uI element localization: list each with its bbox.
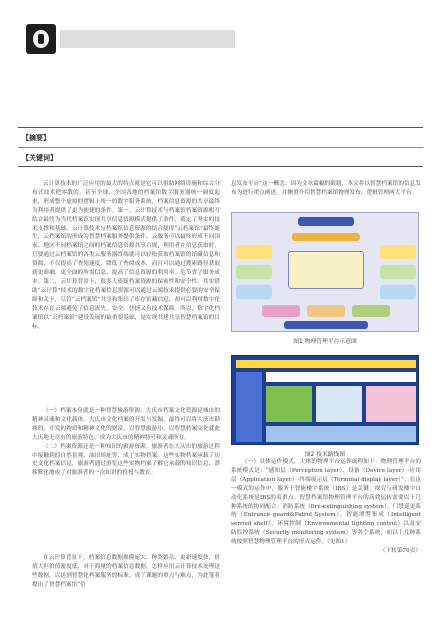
figure-2-caption: 图2 技术路线图 [304, 452, 346, 458]
abstract-label: 【摘要】 [22, 134, 50, 142]
fig1-node [380, 245, 416, 259]
fig1-node [352, 305, 390, 317]
right-para-1: 息发布平台”这一概念。因为文章篇幅的限制，本文将以智慧档案馆的信息发布为进行重点阐述，并侧重介绍智慧档案馆物理发布、逻辑管理两大平台。 [231, 181, 421, 196]
keywords-label: 【关键词】 [22, 154, 57, 162]
right-para-2: （一）具体运作模式。大体的物理平台运作流程如下：物理管理平台的系统模式是：“感知层（Perception layer）、设备（Device layer）-应用层（Application layer）-终端展示层（Terminal display layer）”。在这一模式的运作中，服务于智能楼宇系统（IBS）是关键。探究与研发楼宇自动化系统是IBS的着重点。智慧档案馆物理管理平台的高效运转需要以下几种系统的协同配合：消防系统（fire-extinguishing system）、门禁巡更系统（Entrance guard&Patrol System）、智能泄警集成（Intelligent serried shelf）、环境控制（Environmental lighting control）以及安防监控系统（Security monitoring system）等各个系统，而以上几种系统按照智慧物理管理平台的形式运作。（见图1） [231, 459, 421, 546]
fig1-node [236, 285, 272, 299]
fig1-node [262, 305, 300, 317]
abstract-divider [18, 147, 423, 148]
abstract-box [18, 127, 423, 167]
fig2-block [366, 386, 416, 422]
figure-2-technical-route [231, 355, 419, 445]
left-para-3: （二）档案资源还是一种知识的旅游资源。旅游者在大庆市的旅游过程中接触到的自然景观、油田场址等，成了实物档案。这些实物档案承载了历史文化档案信息，旅游者通过游览这些实物档案了解它承载的知识信息，潜移默化地成了对旅游者的一次知识的投授与教育。 [32, 443, 220, 477]
fig2-banner [236, 360, 416, 368]
header-bar [60, 30, 235, 48]
left-column-mid [32, 407, 220, 478]
figure-1-physical-platform [231, 212, 419, 332]
right-intro [231, 180, 421, 198]
fig1-top-node [298, 217, 354, 226]
fig2-block [316, 386, 362, 422]
left-column-bottom [32, 554, 220, 590]
left-para-2: （一）档案本身就是一种智慧旅游资源。大庆市档案文化资源是城市的精神灵魂和文化载体。大庆市文化档案的开发与发掘，最终可以将大庆市勘探的、开发的物质和精神文化的财富，以智慧旅游中，以智慧档案文化就此大庆地无尽有的旅游特色，成为大庆市的精神特号和灵魂所在。 [32, 408, 220, 441]
fig2-bottom-row [266, 426, 416, 442]
fig1-bottom-node [284, 321, 368, 329]
continued-note: （下转第70页） [379, 548, 421, 555]
fig2-side-block [236, 372, 262, 442]
left-para-4: 在云计算背景下，档案信息数据规模庞大、种类繁杂、更新速度快，价值大但价值密度低，对于海量的档案信息数据，怎样应用云计算技术处理这些数据，以达到智慧化档案服务的标准，成了课题的重点与难点，为此笔者提出了智慧档案馆“信 [32, 555, 220, 588]
left-para-1: 云计算技术的广泛应用的最大的特点就是它可以借助网络设施和综合分布式技术把零散的、甚至全球、全国各地的档案馆数字服务器统一调度起来，形成整个虚拟的逻辑上统一的数字服务系统，档案信息资源的共享最终为利用者提供了更为便捷的条件。第一，云计算技术与档案馆档案资源相互结合最终为当代档案馆实现共享信息资源模式提供了条件，奠定了坚实的技术支撑和基础。云计算技术与档案馆信息资源的结合使得“云档案馆”最终诞生，云档案馆的形成为智慧档案服务提供条件，云服务可以最终形成不同国家、地区不同档案馆之间的档案信息资源共享合规，利用者在信息获取时，只要通过云档案馆的各类云服务器终端就可以轻松获取档案馆的馆藏信息和资源，不仅提高了查阅速度，降低了查阅成本，而且可以通过搜索路径获取到更准确、更全面的所需信息，提高了信息资源的利用率。危节省了服务成本。第二，云计算背景下，很多人质疑档案资源的保密性和安全性。其实借助“云计算”技术的数字化档案信息资源可以通过云端技术提供必要的安全保障和关卡，尽管“云档案馆”共享和集结了库存馆藏信息，却可以利用数字化技术存在云端避免了信息流失，安全、快捷又有技术保障。所以，数字化档案馆以“云档案馆”建设发展的最重要基础，是实现共建共享智慧档案馆的目标。 [32, 181, 220, 330]
fig1-node [380, 285, 416, 299]
fig1-node [236, 265, 272, 279]
figure-1-caption: 图1 物理管理平台示意图 [293, 339, 357, 345]
fig2-block [266, 386, 312, 422]
right-body [231, 458, 421, 556]
fig1-node [292, 233, 360, 241]
journal-logo [26, 24, 56, 54]
fig1-node [307, 305, 345, 317]
left-column [32, 180, 220, 331]
fig2-row [266, 372, 416, 382]
fig1-node [380, 265, 416, 279]
fig1-center [288, 251, 364, 289]
fig1-node [236, 245, 272, 259]
